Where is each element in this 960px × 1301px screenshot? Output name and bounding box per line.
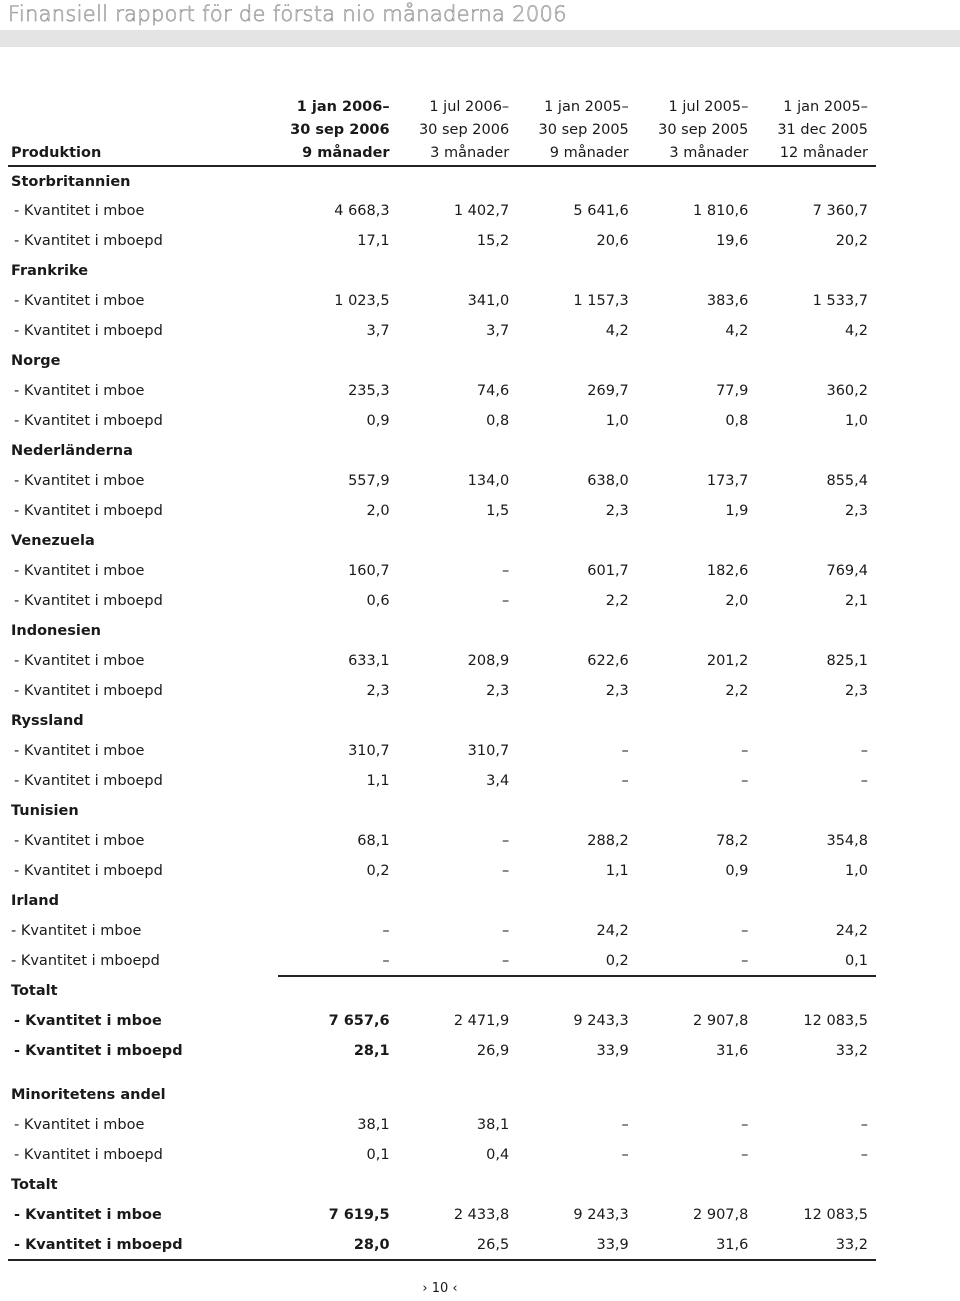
empty-cell [517,616,637,646]
column-header-line: 1 jan 2005– [544,99,629,115]
section-heading: Storbritannien [11,173,131,190]
row-value: 7 360,7 [812,203,868,219]
empty-cell [637,166,757,196]
row-value: – [382,923,390,939]
row-label: - Kvantitet i mboe [14,203,145,219]
row-label: - Kvantitet i mboe [14,563,145,579]
row-value: 638,0 [587,473,629,489]
column-header-line: 1 jul 2006– [429,99,510,115]
row-value: 2 907,8 [693,1207,749,1223]
row-value: 4 668,3 [334,203,390,219]
row-label: - Kvantitet i mboepd [14,233,163,249]
row-value: 38,1 [357,1117,390,1133]
row-value: 360,2 [826,383,868,399]
row-value: 354,8 [826,833,868,849]
row-value: 383,6 [706,293,749,309]
row-value: 2 471,9 [453,1013,510,1029]
table-row [8,826,876,856]
table-row [8,286,876,316]
empty-cell [278,796,398,826]
row-value: – [501,563,510,579]
row-value: 3,7 [366,323,390,339]
empty-cell [517,886,637,916]
empty-cell [756,256,876,286]
table-row [8,1036,876,1066]
row-value: 7 619,5 [328,1207,390,1223]
row-value: 17,1 [357,233,390,249]
empty-cell [517,976,637,1006]
row-value: 3,4 [486,773,510,789]
row-label: - Kvantitet i mboepd [14,413,163,429]
section-heading: Totalt [11,1177,58,1193]
row-value: – [741,1117,749,1133]
row-value: – [621,773,629,789]
row-label: - Kvantitet i mboe [14,1207,162,1223]
column-header [398,96,518,166]
row-label: - Kvantitet i mboe [14,653,145,669]
row-value: – [741,923,749,939]
row-value: 28,1 [353,1043,390,1059]
row-value: 2,1 [844,593,868,609]
empty-cell [398,526,518,556]
table-header-row [8,96,876,166]
row-value: 557,9 [348,473,390,489]
empty-cell [398,256,518,286]
row-label: - Kvantitet i mboe [14,383,145,399]
section-row [8,1080,876,1110]
section-heading: Minoritetens andel [11,1087,166,1103]
row-value: – [501,863,510,879]
table-row [8,226,876,256]
row-value: 855,4 [826,473,868,489]
column-header-line: 9 månader [549,145,629,161]
empty-cell [756,886,876,916]
empty-cell [517,706,637,736]
table-row [8,946,876,976]
empty-cell [278,1080,398,1110]
row-label: - Kvantitet i mboepd [14,323,163,339]
table-row [8,316,876,346]
empty-cell [517,1170,637,1200]
column-header-line: 12 månader [779,145,868,161]
section-row [8,886,876,916]
table-row [8,196,876,226]
row-label: - Kvantitet i mboe [14,473,145,489]
section-row [8,346,876,376]
row-value: 1,1 [605,863,629,879]
row-value: 77,9 [716,383,749,399]
row-value: 310,7 [348,743,390,759]
row-label: - Kvantitet i mboe [14,1013,162,1029]
row-value: 2,3 [844,503,868,519]
row-value: 0,8 [725,413,749,429]
table-row [8,466,876,496]
row-value: 0,9 [725,863,749,879]
row-value: 24,2 [596,923,629,939]
row-value: 2 433,8 [453,1207,510,1223]
row-value: 1,5 [486,503,510,519]
empty-cell [637,1170,757,1200]
row-value: 134,0 [467,473,510,489]
row-value: 182,6 [706,563,749,579]
column-header-line: 30 sep 2006 [418,122,510,138]
row-value: 4,2 [605,323,629,339]
table-row [8,376,876,406]
empty-cell [756,346,876,376]
spacer-row [8,1066,876,1080]
column-header-line: 30 sep 2005 [538,122,629,138]
row-value: – [398,946,518,976]
table-row [8,556,876,586]
empty-cell [517,256,637,286]
page-title: Finansiell rapport för de första nio månaderna 2006 [8,2,567,26]
column-header-line: 31 dec 2005 [777,122,868,138]
column-header-line: 1 jan 2006– [296,99,390,115]
row-value: 20,6 [596,233,629,249]
row-value: 12 083,5 [803,1207,868,1223]
section-row [8,436,876,466]
row-value: 68,1 [357,833,390,849]
row-value: 341,0 [467,293,510,309]
empty-cell [637,796,757,826]
row-value: 2,2 [725,683,749,699]
row-value: 0,1 [756,946,876,976]
row-value: 201,2 [706,653,749,669]
empty-cell [278,886,398,916]
empty-cell [398,436,518,466]
column-header [756,96,876,166]
row-value: 28,0 [278,1230,398,1260]
section-heading: Norge [11,353,61,369]
row-value: 160,7 [348,563,390,579]
empty-cell [398,796,518,826]
empty-cell [517,796,637,826]
row-value: 7 657,6 [328,1013,390,1029]
empty-cell [517,346,637,376]
column-header-line: 9 månader [302,145,390,161]
row-value: 0,6 [366,593,390,609]
empty-cell [278,706,398,736]
empty-cell [517,436,637,466]
column-header [517,96,637,166]
table-row [8,856,876,886]
section-heading: Nederländerna [11,443,133,459]
row-value: 601,7 [587,563,629,579]
row-value: 3,7 [486,323,510,339]
row-label: - Kvantitet i mboe [14,1117,145,1133]
table-row [8,586,876,616]
row-value: 622,6 [587,653,629,669]
row-label: - Kvantitet i mboepd [8,1230,278,1260]
row-value: – [741,773,749,789]
section-heading: Tunisien [11,803,79,819]
section-row [8,976,876,1006]
header-produktion: Produktion [8,96,278,166]
empty-cell [756,1080,876,1110]
empty-cell [517,526,637,556]
row-value: 2,2 [605,593,629,609]
row-value: 12 083,5 [803,1013,868,1029]
row-value: 310,7 [467,743,510,759]
row-value: 1 157,3 [573,293,629,309]
row-value: 633,1 [348,653,390,669]
row-value: 0,9 [366,413,390,429]
section-heading: Ryssland [11,713,84,729]
row-value: 2,3 [366,683,390,699]
empty-cell [756,1170,876,1200]
row-value: – [501,593,510,609]
row-value: 9 243,3 [573,1013,629,1029]
row-value: 1 533,7 [812,293,868,309]
row-value: 78,2 [716,833,749,849]
empty-cell [756,706,876,736]
table-row [8,1200,876,1230]
row-value: 208,9 [467,653,510,669]
row-value: 825,1 [826,653,868,669]
table-body [8,166,876,1260]
row-value: 1 810,6 [693,203,749,219]
empty-cell [278,1170,398,1200]
row-value: 0,4 [486,1147,510,1163]
empty-cell [398,1170,518,1200]
empty-cell [398,976,518,1006]
table-row [8,646,876,676]
row-value: 0,2 [366,863,390,879]
row-label: - Kvantitet i mboepd [14,593,163,609]
column-header-line: 3 månader [669,145,749,161]
table-row [8,496,876,526]
row-value: 1,9 [725,503,749,519]
row-value: 1 402,7 [453,203,510,219]
row-value: 9 243,3 [573,1207,629,1223]
empty-cell [517,1080,637,1110]
empty-cell [637,706,757,736]
row-value: 173,7 [706,473,749,489]
section-heading: Frankrike [11,263,89,279]
empty-cell [398,166,518,196]
row-value: 1,0 [605,413,629,429]
empty-cell [278,436,398,466]
empty-cell [756,166,876,196]
table-row [8,1140,876,1170]
row-value: 2,3 [605,503,629,519]
row-value: – [860,1117,868,1133]
row-value: – [278,946,398,976]
row-label: - Kvantitet i mboepd [14,683,163,699]
row-value: 20,2 [835,233,868,249]
row-value: – [621,743,629,759]
row-value: 288,2 [587,833,629,849]
row-label: - Kvantitet i mboepd [14,1147,163,1163]
row-label: - Kvantitet i mboepd [11,953,160,969]
row-value: 0,1 [366,1147,390,1163]
row-value: 31,6 [637,1230,757,1260]
row-value: 2 907,8 [693,1013,749,1029]
row-value: – [741,1147,749,1163]
empty-cell [637,1080,757,1110]
section-row [8,706,876,736]
row-label: - Kvantitet i mboepd [14,1043,183,1059]
table-row [8,1006,876,1036]
row-value: 1,1 [366,773,390,789]
empty-cell [278,976,398,1006]
section-row [8,616,876,646]
empty-cell [398,616,518,646]
section-heading: Indonesien [11,623,101,639]
empty-cell [756,616,876,646]
row-label: - Kvantitet i mboe [14,293,145,309]
row-value: 31,6 [716,1043,749,1059]
empty-cell [278,256,398,286]
table-row [8,1110,876,1140]
empty-cell [517,166,637,196]
row-value: 2,3 [486,683,510,699]
row-value: 74,6 [476,383,510,399]
row-value: 38,1 [476,1117,510,1133]
row-value: 33,9 [596,1043,629,1059]
table-row [8,766,876,796]
row-value: 19,6 [716,233,749,249]
empty-cell [637,526,757,556]
column-header [278,96,398,166]
row-value: 235,3 [348,383,390,399]
empty-cell [637,976,757,1006]
empty-cell [278,166,398,196]
row-value: – [741,743,749,759]
row-value: 33,2 [835,1043,868,1059]
row-value: 1 023,5 [334,293,390,309]
row-value: 0,8 [486,413,510,429]
table-row [8,916,876,946]
row-label: - Kvantitet i mboe [14,743,145,759]
title-bar [0,30,960,47]
section-row [8,166,876,196]
row-value: 769,4 [826,563,868,579]
row-value: 269,7 [587,383,629,399]
row-value: 24,2 [835,923,868,939]
empty-cell [756,436,876,466]
column-header-line: 3 månader [430,145,510,161]
column-header-line: 30 sep 2006 [290,122,390,138]
row-value: 15,2 [476,233,510,249]
column-header [637,96,757,166]
empty-cell [398,1080,518,1110]
section-heading: Totalt [11,983,58,999]
table-row [8,406,876,436]
section-row [8,796,876,826]
row-value: 33,2 [756,1230,876,1260]
empty-cell [637,256,757,286]
row-value: – [621,1147,629,1163]
empty-cell [398,886,518,916]
empty-cell [398,346,518,376]
row-value: 2,3 [605,683,629,699]
empty-cell [637,346,757,376]
empty-cell [398,706,518,736]
section-row [8,256,876,286]
row-value: 1,0 [844,413,868,429]
row-value: 2,0 [725,593,749,609]
row-value: 5 641,6 [573,203,629,219]
section-row [8,526,876,556]
row-label: - Kvantitet i mboe [14,833,145,849]
row-label: - Kvantitet i mboe [11,923,142,939]
empty-cell [756,796,876,826]
empty-cell [637,616,757,646]
row-value: 2,0 [366,503,390,519]
section-heading: Irland [11,893,60,909]
row-value: 1,0 [844,863,868,879]
row-value: – [637,946,757,976]
row-value: 0,2 [517,946,637,976]
row-value: 33,9 [517,1230,637,1260]
section-heading: Venezuela [11,533,95,549]
section-row [8,1170,876,1200]
empty-cell [278,526,398,556]
column-header-line: 30 sep 2005 [658,122,749,138]
row-label: - Kvantitet i mboepd [14,863,163,879]
empty-cell [756,976,876,1006]
empty-cell [278,346,398,376]
column-header-line: 1 jan 2005– [783,99,868,115]
row-value: – [621,1117,629,1133]
row-value: – [501,833,510,849]
column-header-line: 1 jul 2005– [668,99,749,115]
row-value: 4,2 [844,323,868,339]
empty-cell [637,436,757,466]
row-value: – [860,1147,868,1163]
row-label: - Kvantitet i mboepd [14,773,163,789]
row-value: – [860,743,868,759]
table-row [8,736,876,766]
row-value: – [860,773,868,789]
row-value: 2,3 [844,683,868,699]
empty-cell [278,616,398,646]
row-value: 26,5 [398,1230,518,1260]
empty-cell [756,526,876,556]
page-number: › 10 ‹ [422,1281,458,1296]
row-value: – [501,923,510,939]
row-value: 4,2 [725,323,749,339]
table-row [8,1230,876,1260]
empty-cell [637,886,757,916]
row-label: - Kvantitet i mboepd [14,503,163,519]
production-table [8,96,876,1261]
table-row [8,676,876,706]
row-value: 26,9 [476,1043,510,1059]
